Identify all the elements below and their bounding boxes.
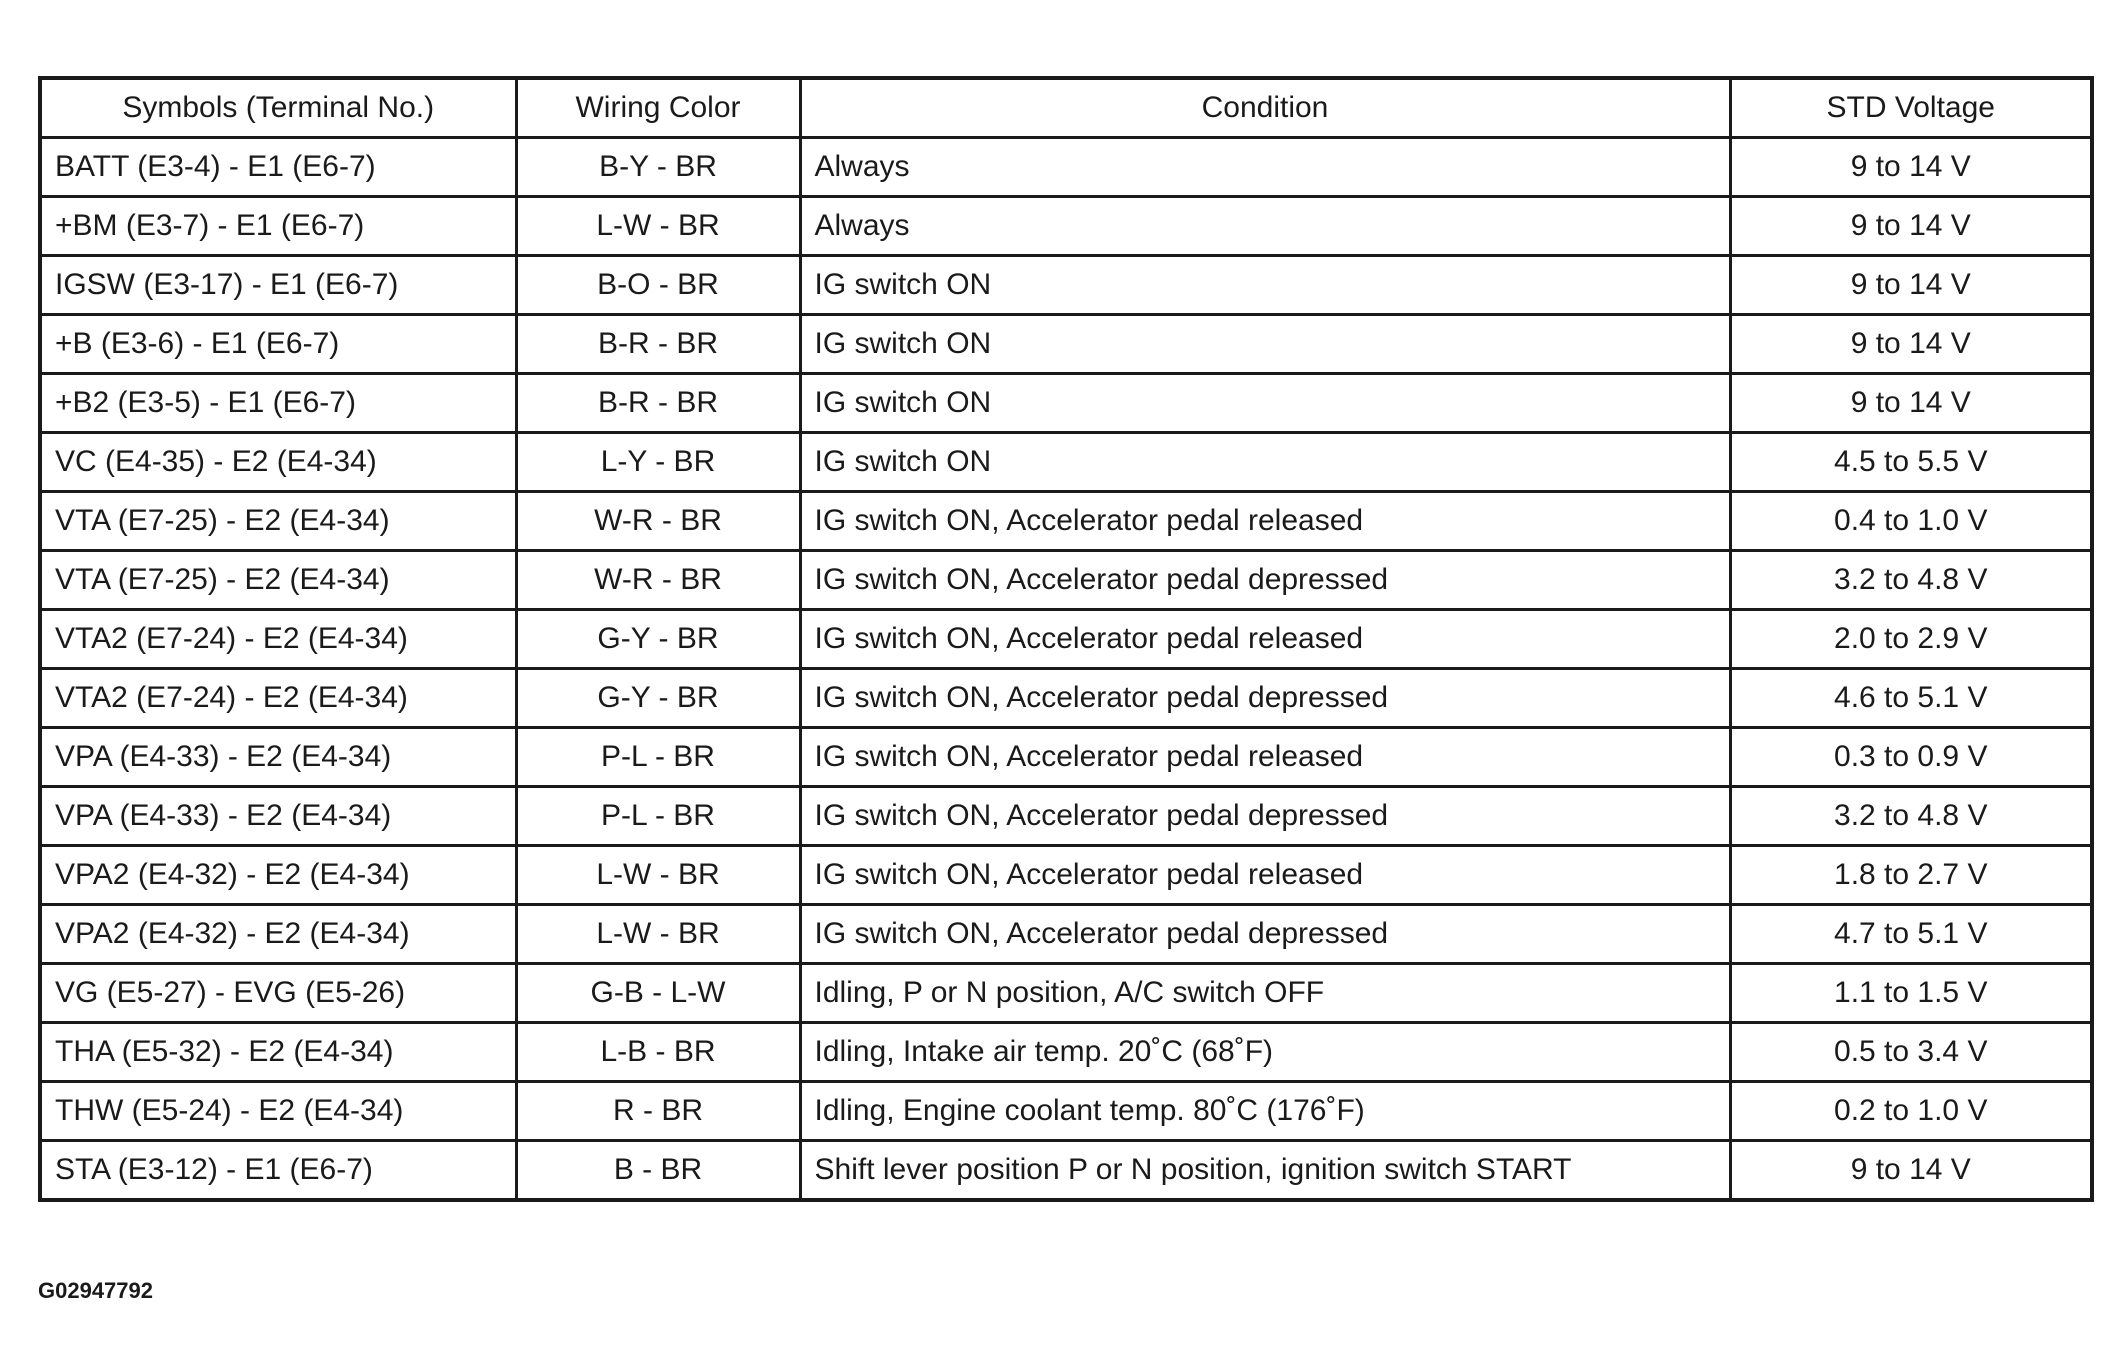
- std-voltage-cell: 9 to 14 V: [1730, 138, 2092, 197]
- wiring-color-cell: W-R - BR: [516, 492, 800, 551]
- condition-cell: Always: [800, 138, 1730, 197]
- symbol-cell: VTA2 (E7-24) - E2 (E4-34): [40, 610, 516, 669]
- wiring-color-cell: L-W - BR: [516, 197, 800, 256]
- std-voltage-cell: 9 to 14 V: [1730, 256, 2092, 315]
- condition-cell: IG switch ON, Accelerator pedal released: [800, 610, 1730, 669]
- std-voltage-cell: 0.3 to 0.9 V: [1730, 728, 2092, 787]
- symbol-cell: +B2 (E3-5) - E1 (E6-7): [40, 374, 516, 433]
- condition-cell: IG switch ON: [800, 374, 1730, 433]
- header-std-voltage: STD Voltage: [1730, 78, 2092, 138]
- symbol-cell: IGSW (E3-17) - E1 (E6-7): [40, 256, 516, 315]
- std-voltage-cell: 0.2 to 1.0 V: [1730, 1082, 2092, 1141]
- table-row: [40, 728, 2092, 787]
- figure-id: G02947792: [38, 1278, 153, 1303]
- condition-cell: IG switch ON, Accelerator pedal depressed: [800, 551, 1730, 610]
- std-voltage-cell: 4.6 to 5.1 V: [1730, 669, 2092, 728]
- table-row: [40, 964, 2092, 1023]
- symbol-cell: VPA (E4-33) - E2 (E4-34): [40, 787, 516, 846]
- condition-cell: IG switch ON, Accelerator pedal depressed: [800, 669, 1730, 728]
- std-voltage-cell: 0.5 to 3.4 V: [1730, 1023, 2092, 1082]
- wiring-color-cell: L-B - BR: [516, 1023, 800, 1082]
- symbol-cell: +B (E3-6) - E1 (E6-7): [40, 315, 516, 374]
- wiring-color-cell: W-R - BR: [516, 551, 800, 610]
- symbol-cell: VTA (E7-25) - E2 (E4-34): [40, 492, 516, 551]
- wiring-color-cell: B-R - BR: [516, 374, 800, 433]
- symbol-cell: VG (E5-27) - EVG (E5-26): [40, 964, 516, 1023]
- table-row: [40, 1082, 2092, 1141]
- table-row: [40, 256, 2092, 315]
- wiring-color-cell: R - BR: [516, 1082, 800, 1141]
- table-row: [40, 551, 2092, 610]
- table-row: [40, 433, 2092, 492]
- std-voltage-cell: 9 to 14 V: [1730, 315, 2092, 374]
- std-voltage-cell: 0.4 to 1.0 V: [1730, 492, 2092, 551]
- table-row: [40, 374, 2092, 433]
- table-row: [40, 1023, 2092, 1082]
- wiring-color-cell: P-L - BR: [516, 787, 800, 846]
- table-row: [40, 492, 2092, 551]
- wiring-color-cell: L-W - BR: [516, 846, 800, 905]
- table-row: [40, 669, 2092, 728]
- condition-cell: Always: [800, 197, 1730, 256]
- condition-cell: IG switch ON, Accelerator pedal depressed: [800, 905, 1730, 964]
- std-voltage-cell: 9 to 14 V: [1730, 374, 2092, 433]
- wiring-color-cell: B - BR: [516, 1141, 800, 1201]
- table-row: [40, 905, 2092, 964]
- std-voltage-cell: 3.2 to 4.8 V: [1730, 551, 2092, 610]
- condition-cell: Idling, Engine coolant temp. 80˚C (176˚F): [800, 1082, 1730, 1141]
- ecm-terminal-voltage-table: [38, 76, 2094, 1202]
- std-voltage-cell: 9 to 14 V: [1730, 1141, 2092, 1201]
- table-row: [40, 610, 2092, 669]
- symbol-cell: VTA2 (E7-24) - E2 (E4-34): [40, 669, 516, 728]
- header-condition: Condition: [800, 78, 1730, 138]
- condition-cell: IG switch ON: [800, 256, 1730, 315]
- symbol-cell: VPA (E4-33) - E2 (E4-34): [40, 728, 516, 787]
- std-voltage-cell: 3.2 to 4.8 V: [1730, 787, 2092, 846]
- table-row: [40, 787, 2092, 846]
- wiring-color-cell: L-W - BR: [516, 905, 800, 964]
- symbol-cell: THW (E5-24) - E2 (E4-34): [40, 1082, 516, 1141]
- symbol-cell: VTA (E7-25) - E2 (E4-34): [40, 551, 516, 610]
- table-body: [40, 138, 2092, 1201]
- symbol-cell: VC (E4-35) - E2 (E4-34): [40, 433, 516, 492]
- condition-cell: IG switch ON: [800, 315, 1730, 374]
- wiring-color-cell: B-R - BR: [516, 315, 800, 374]
- condition-cell: Idling, Intake air temp. 20˚C (68˚F): [800, 1023, 1730, 1082]
- wiring-color-cell: G-Y - BR: [516, 669, 800, 728]
- wiring-color-cell: B-Y - BR: [516, 138, 800, 197]
- symbol-cell: THA (E5-32) - E2 (E4-34): [40, 1023, 516, 1082]
- symbol-cell: STA (E3-12) - E1 (E6-7): [40, 1141, 516, 1201]
- table-row: [40, 197, 2092, 256]
- condition-cell: IG switch ON, Accelerator pedal released: [800, 728, 1730, 787]
- condition-cell: Shift lever position P or N position, ignition switch START: [800, 1141, 1730, 1201]
- std-voltage-cell: 9 to 14 V: [1730, 197, 2092, 256]
- wiring-color-cell: G-Y - BR: [516, 610, 800, 669]
- wiring-color-cell: L-Y - BR: [516, 433, 800, 492]
- header-wiring-color: Wiring Color: [516, 78, 800, 138]
- wiring-color-cell: G-B - L-W: [516, 964, 800, 1023]
- table-row: [40, 1141, 2092, 1201]
- symbol-cell: VPA2 (E4-32) - E2 (E4-34): [40, 905, 516, 964]
- wiring-color-cell: B-O - BR: [516, 256, 800, 315]
- std-voltage-cell: 4.7 to 5.1 V: [1730, 905, 2092, 964]
- std-voltage-cell: 2.0 to 2.9 V: [1730, 610, 2092, 669]
- wiring-color-cell: P-L - BR: [516, 728, 800, 787]
- condition-cell: Idling, P or N position, A/C switch OFF: [800, 964, 1730, 1023]
- table-row: [40, 846, 2092, 905]
- condition-cell: IG switch ON: [800, 433, 1730, 492]
- header-symbols: Symbols (Terminal No.): [40, 78, 516, 138]
- symbol-cell: VPA2 (E4-32) - E2 (E4-34): [40, 846, 516, 905]
- header-row: [40, 78, 2092, 138]
- condition-cell: IG switch ON, Accelerator pedal released: [800, 846, 1730, 905]
- symbol-cell: BATT (E3-4) - E1 (E6-7): [40, 138, 516, 197]
- table-row: [40, 138, 2092, 197]
- condition-cell: IG switch ON, Accelerator pedal depressed: [800, 787, 1730, 846]
- std-voltage-cell: 4.5 to 5.5 V: [1730, 433, 2092, 492]
- table-row: [40, 315, 2092, 374]
- condition-cell: IG switch ON, Accelerator pedal released: [800, 492, 1730, 551]
- std-voltage-cell: 1.1 to 1.5 V: [1730, 964, 2092, 1023]
- std-voltage-cell: 1.8 to 2.7 V: [1730, 846, 2092, 905]
- symbol-cell: +BM (E3-7) - E1 (E6-7): [40, 197, 516, 256]
